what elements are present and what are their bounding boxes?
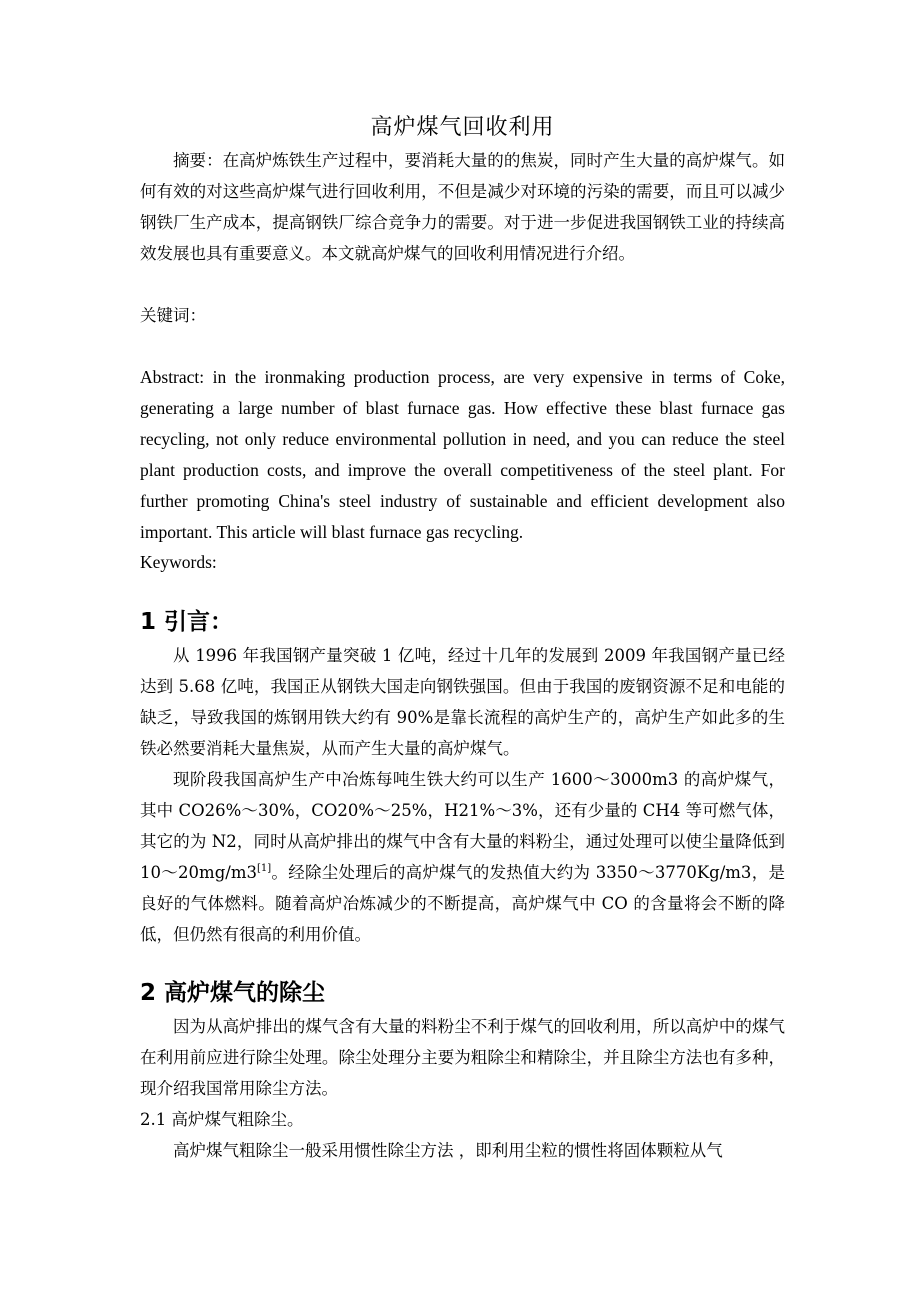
abstract-zh: 摘要：在高炉炼铁生产过程中，要消耗大量的的焦炭，同时产生大量的高炉煤气。如何有效的对这些高炉煤气进行回收利用，不但是减少对环境的污染的需要，而且可以减少钢铁厂生产成本，提高钢铁厂综合竞争力的需要。对于进一步促进我国钢铁工业的持续高效发展也具有重要意义。本文就高炉煤气的回收利用情况进行介绍。 <box>140 151 785 263</box>
citation-ref: [1] <box>256 863 272 874</box>
section-2-paragraph-1: 因为从高炉排出的煤气含有大量的料粉尘不利于煤气的回收利用，所以高炉中的煤气在利用前应进行除尘处理。除尘处理分主要为粗除尘和精除尘，并且除尘方法也有多种，现介绍我国常用除尘方法。 <box>140 1017 785 1098</box>
paper-title: 高炉煤气回收利用 <box>370 115 555 140</box>
section-2-heading: 2 高炉煤气的除尘 <box>140 980 326 1006</box>
subsection-2-1-paragraph: 高炉煤气粗除尘一般采用惯性除尘方法 ，即利用尘粒的惯性将固体颗粒从气 <box>173 1141 723 1160</box>
section-1-paragraph-2-part-b: 。经除尘处理后的高炉煤气的发热值大约为 3350～3770Kg/m3，是良好的气体燃料。随着高炉冶炼减少的不断提高，高炉煤气中 CO 的含量将会不断的降低，但仍然有很高的利用价值。 <box>140 863 785 944</box>
section-1-paragraph-2-part-a: 现阶段我国高炉生产中冶炼每吨生铁大约可以生产 1600～3000m3 的高炉煤气，其中 CO26%～30%，CO20%～25%，H21%～3%，还有少量的 CH4 等可燃气体，其它的为 N2，同时从高炉排出的煤气中含有大量的料粉尘，通过处理可以使尘量降低到 10～20mg/m3 <box>140 770 785 882</box>
keywords-zh-label: 关键词： <box>140 306 206 325</box>
section-1-paragraph-1: 从 1996 年我国钢产量突破 1 亿吨，经过十几年的发展到 2009 年我国钢产量已经达到 5.68 亿吨，我国正从钢铁大国走向钢铁强国。但由于我国的废钢资源不足和电能的缺乏，导致我国的炼钢用铁大约有 90%是靠长流程的高炉生产的，高炉生产如此多的生铁必然要消耗大量焦炭，从而产生大量的高炉煤气。 <box>140 646 785 758</box>
section-1-heading: 1 引言： <box>140 609 234 635</box>
keywords-en-label: Keywords: <box>140 552 217 572</box>
abstract-en: Abstract: in the ironmaking production process, are very expensive in terms of Coke, generating a large number of blast furnace gas. How effective these blast furnace gas recycling, not only reduce environmental pollution in need, and you can reduce the steel plant production costs, and improve the overall competitiveness of the steel plant. For further promoting China's steel industry of sustainable and efficient development also important. This article will blast furnace gas recycling. <box>140 367 785 542</box>
section-1-paragraph-2 <box>140 764 785 950</box>
subsection-2-1-heading: 2.1 高炉煤气粗除尘。 <box>140 1110 304 1129</box>
